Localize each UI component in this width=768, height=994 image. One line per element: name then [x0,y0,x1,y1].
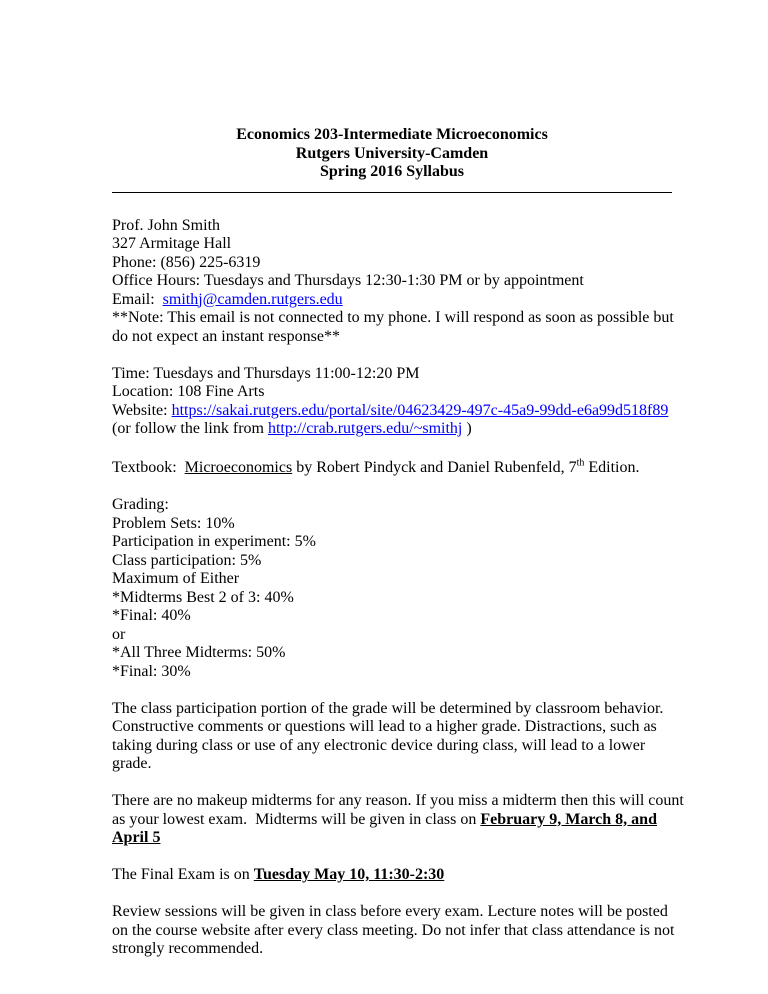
review-text: on the course website after every class meeting. Do not infer that class attendance is not [112,921,675,939]
follow-line [112,420,672,439]
textbook-label: Textbook: [112,459,185,476]
follow-text: (or follow the link from [112,420,268,437]
grading-item: *All Three Midterms: 50% [112,644,286,661]
grading-item: Maximum of Either [112,570,240,587]
website-link[interactable]: https://sakai.rutgers.edu/portal/site/04623429-497c-45a9-99dd-e6a99d518f89 [171,401,669,419]
midterm-text-part: as your lowest exam. Midterms will be given in class on [112,810,481,828]
class-time: Time: Tuesdays and Thursdays 11:00-12:20 PM [112,364,420,382]
grading-item: *Midterms Best 2 of 3: 40% [112,588,294,606]
review-text: strongly recommended. [112,940,264,957]
university-name: Rutgers University-Camden [295,144,489,162]
final-exam-text: The Final Exam is on [112,866,254,883]
note-line: **Note: This email is not connected to my phone. I will respond as soon as possible but [112,309,674,326]
class-location: Location: 108 Fine Arts [112,383,265,400]
participation-text: The class participation portion of the grade will be determined by classroom behavior. [112,699,664,717]
review-text: Review sessions will be given in class before every exam. Lecture notes will be posted [112,903,668,920]
course-title: Economics 203-Intermediate Microeconomics [236,126,548,143]
grading-item: or [112,625,126,643]
website-line [112,402,672,421]
office-hours: Office Hours: Tuesdays and Thursdays 12:30-1:30 PM or by appointment [112,272,584,289]
grading-item: *Final: 40% [112,607,191,624]
follow-text-end: ) [462,420,472,437]
grading-item: *Final: 30% [112,662,191,680]
edition-superscript: th [576,457,585,469]
homepage-link[interactable]: http://crab.rutgers.edu/~smithj [267,420,463,437]
grading-item: Problem Sets: 10% [112,514,235,532]
midterm-dates: April 5 [112,829,161,846]
grading-item: Participation in experiment: 5% [112,533,316,550]
office: 327 Armitage Hall [112,235,232,252]
grading-item: Class participation: 5% [112,551,262,569]
participation-text: grade. [112,755,152,772]
email-label: Email: [112,290,163,308]
email-link[interactable]: smithj@camden.rutgers.edu [162,290,343,308]
note-line: do not expect an instant response** [112,327,340,345]
professor-name: Prof. John Smith [112,216,221,234]
textbook-title: Microeconomics [184,459,293,476]
phone: Phone: (856) 225-6319 [112,253,261,271]
textbook-authors: by Robert Pindyck and Daniel Rubenfeld, 7 [292,459,577,476]
midterm-dates: February 9, March 8, and [480,810,657,828]
textbook-edition: Edition. [584,459,640,476]
term-title: Spring 2016 Syllabus [319,163,465,180]
email-line [112,291,672,310]
midterm-text [112,811,672,830]
syllabus-page [112,126,684,959]
participation-text: taking during class or use of any electronic device during class, will lead to a lower [112,736,646,754]
midterm-text [112,829,672,848]
final-exam-date: Tuesday May 10, 11:30-2:30 [253,866,445,883]
divider [112,182,672,193]
website-label: Website: [112,401,172,419]
participation-text: Constructive comments or questions will lead to a higher grade. Distractions, such as [112,718,657,735]
grading-heading: Grading: [112,496,169,513]
midterm-text: There are no makeup midterms for any reason. If you miss a midterm then this will count [112,792,684,809]
textbook-line [112,459,672,478]
final-exam-line [112,866,672,885]
